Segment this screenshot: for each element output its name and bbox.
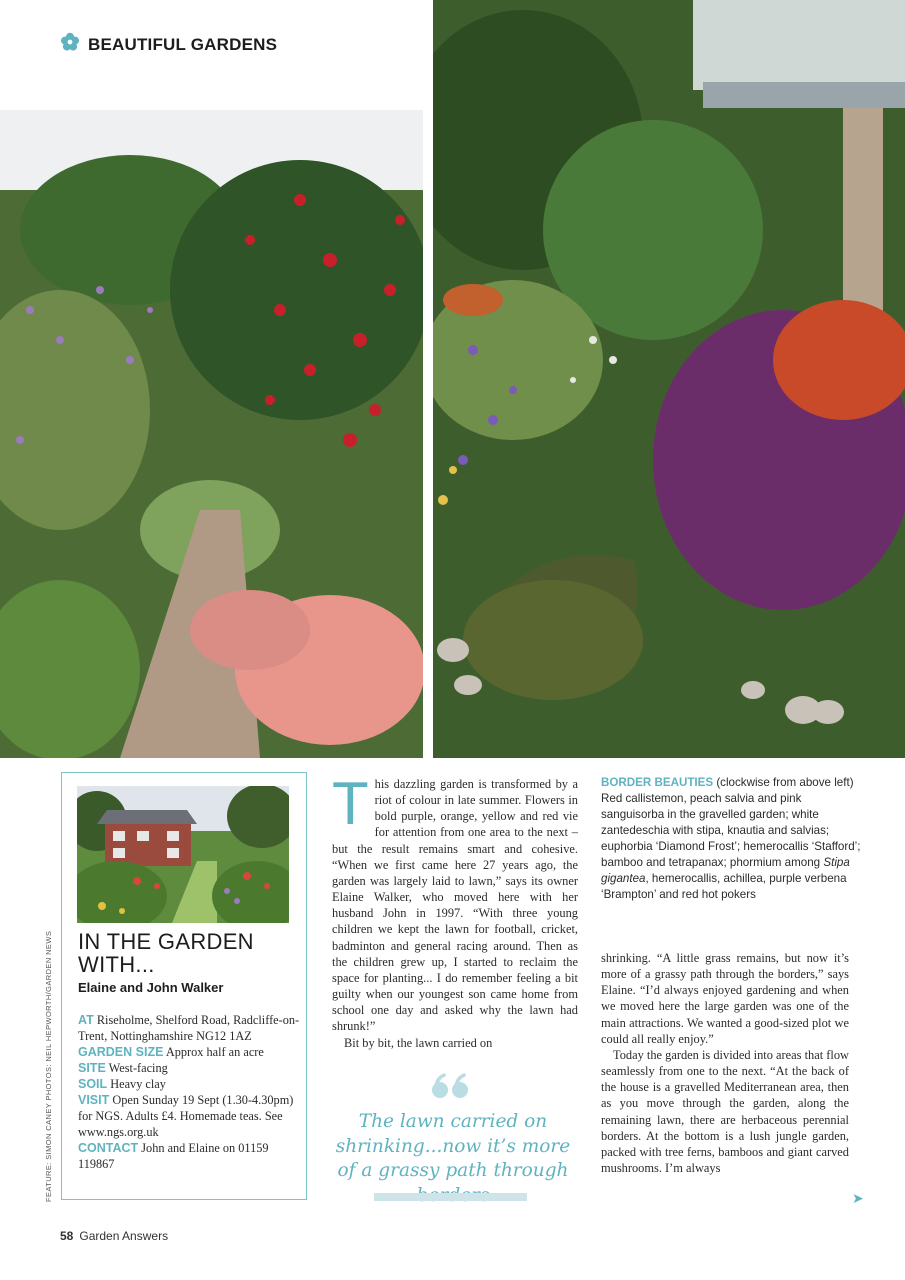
fact-visit: VISIT Open Sunday 19 Sept (1.30-4.30pm) for NGS. Adults £4. Homemade teas. See www.ngs.org.uk — [78, 1093, 294, 1139]
gravel-garden-photo — [0, 110, 423, 758]
article-paragraph-3: shrinking. “A little grass remains, but now it’s more of a grassy path through the borders,” says Elaine. “I’d always enjoyed gardening and when we moved here the large garden was one of the main attractions. We wanted a good-sized plot we could all really enjoy.” — [601, 951, 849, 1046]
pull-quote-rule — [374, 1193, 527, 1201]
caption-heading: BORDER BEAUTIES — [601, 776, 714, 789]
magazine-name: Garden Answers — [79, 1229, 169, 1243]
fact-location: AT Riseholme, Shelford Road, Radcliffe-on-Trent, Nottinghamshire NG12 1AZ — [78, 1013, 300, 1043]
house-photo — [77, 786, 289, 923]
info-box-subheading: Elaine and John Walker — [78, 980, 224, 995]
flower-icon — [60, 32, 80, 57]
page-footer — [60, 1229, 168, 1243]
pond-garden-photo — [433, 0, 905, 758]
garden-facts — [78, 1012, 300, 1172]
drop-cap: T — [332, 770, 369, 837]
fact-contact: CONTACT John and Elaine on 01159 119867 — [78, 1141, 269, 1171]
article-paragraph-2: Bit by bit, the lawn carried on — [344, 1035, 493, 1050]
article-paragraph-4: Today the garden is divided into areas that flow seamlessly from one to the next. “At the back of the house is a gravelled Mediterranean area, then as you move through the garden, along the remaining lawn, there are herbaceous perennial borders. At the bottom is a lush jungle garden, packed with tree ferns, bamboos and giant carved mushrooms. I’m always — [601, 1047, 849, 1176]
section-title — [60, 32, 277, 57]
article-paragraph-1: This dazzling garden is transformed by a riot of colour in late summer. Flowers in bold purple, orange, yellow and red vie for attention from one area to the next – but the result remains smart and cohesive. “When we first came here 27 years ago, the garden was largely laid to lawn,” says its owner Elaine Walker, who moved here with her husband John in 1997. “With three young children we kept the lawn for football, cricket, badminton and general racing around. Then as the children grew up, I started to reclaim the space for planting... I do remember feeling a bit guilty when our youngest son came home from school one day and asked why the lawn had shrunk!” — [332, 770, 578, 1034]
article-column-1 — [332, 770, 578, 1051]
article-column-2 — [601, 950, 849, 1176]
fact-soil: SOIL Heavy clay — [78, 1077, 166, 1091]
photo-caption: BORDER BEAUTIES (clockwise from above left) Red callistemon, peach salvia and pink sanguisorba in the gravelled garden; white zantedeschia with stipa, knautia and salvias; euphorbia ‘Diamond Frost’; hemerocallis ‘Stafford’; bamboo and tetrapanax; phormium among Stipa gigantea, hemerocallis, achillea, purple verbena ‘Brampton’ and red hot pokers — [601, 776, 861, 901]
pull-quote: The lawn carried on shrinking...now it’s more of a grassy path through — [335, 1111, 571, 1181]
page-number: 58 — [60, 1229, 74, 1243]
info-box-heading: IN THE GARDEN WITH... — [78, 929, 254, 977]
quote-mark-icon — [431, 1072, 471, 1105]
fact-garden-size: GARDEN SIZE Approx half an acre — [78, 1045, 264, 1059]
continue-arrow-icon: ➤ — [852, 1191, 864, 1207]
photo-credit: FEATURE: SIMON CANEY PHOTOS: NEIL HEPWORTH/GARDEN NEWS — [44, 930, 53, 1202]
fact-site: SITE West-facing — [78, 1061, 168, 1075]
section-title-text: BEAUTIFUL GARDENS — [88, 34, 278, 54]
